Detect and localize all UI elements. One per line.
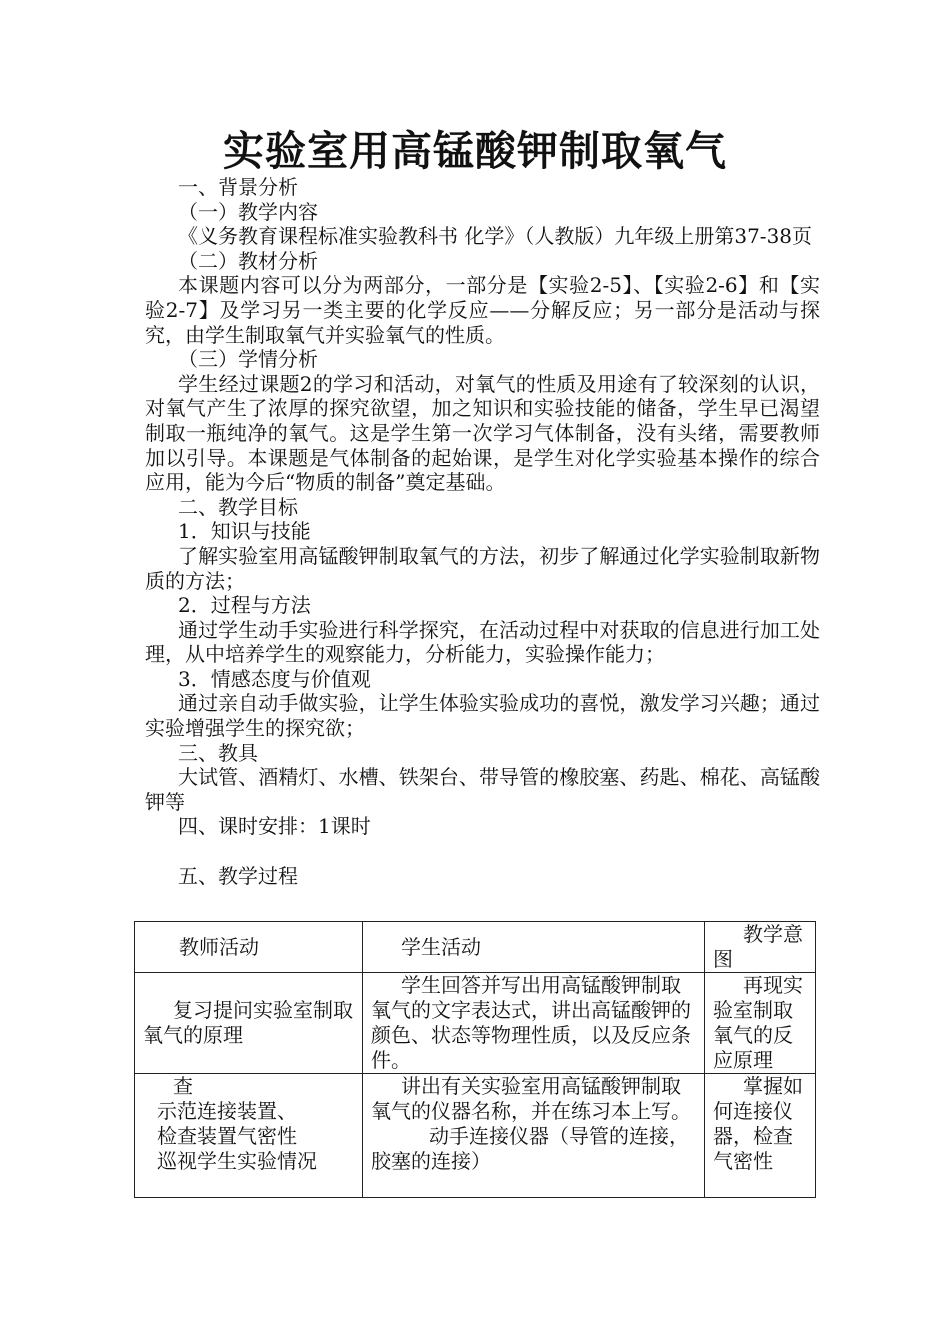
teaching-process-table (134, 921, 816, 1198)
subheading-material-analysis: （二）教材分析 (178, 248, 318, 273)
objective-heading-process: 2．过程与方法 (178, 593, 311, 618)
paragraph-material-analysis: 本课题内容可以分为两部分，一部分是【实验2-5】、【实验2-6】和【实验2-7】及学习另一类主要的化学反应——分解反应；另一部分是活动与探究，由学生制取氧气并实验氧气的性质。 (145, 273, 820, 347)
cell-intent-connect: 掌握如何连接仪器，检查气密性 (705, 1074, 816, 1198)
teacher-line: 巡视学生实验情况 (157, 1149, 317, 1173)
page-title: 实验室用高锰酸钾制取氧气 (223, 127, 727, 175)
paragraph-student-analysis: 学生经过课题2的学习和活动，对氧气的性质及用途有了较深刻的认识，对氧气产生了浓厚的探究欲望，加之知识和实验技能的储备，学生早已渴望制取一瓶纯净的氧气。这是学生第一次学习气体制备，没有头绪，需要教师加以引导。本课题是气体制备的起始课，是学生对化学实验基本操作的综合应用，能为今后“物质的制备”奠定基础。 (145, 371, 820, 495)
teacher-line: 检查装置气密性 (157, 1124, 297, 1148)
teacher-line: 示范连接装置、 (157, 1099, 297, 1123)
table-header-row (135, 922, 816, 973)
objective-text-process: 通过学生动手实验进行科学探究，在活动过程中对获取的信息进行加工处理，从中培养学生的观察能力，分析能力，实验操作能力； (145, 617, 820, 667)
paragraph-materials: 大试管、酒精灯、水槽、铁架台、带导管的橡胶塞、药匙、棉花、高锰酸钾等 (145, 765, 820, 814)
header-teaching-intent: 教学意图 (705, 922, 816, 973)
cell-intent-review: 再现实验室制取氧气的反应原理 (705, 973, 816, 1074)
section-heading-schedule: 四、课时安排：1课时 (178, 814, 371, 839)
section-heading-background: 一、背景分析 (178, 175, 298, 199)
teacher-line: 查 (173, 1074, 193, 1098)
objective-text-knowledge: 了解实验室用高锰酸钾制取氧气的方法，初步了解通过化学实验制取新物质的方法； (145, 543, 820, 593)
cell-teacher-demo (135, 1074, 363, 1198)
objective-heading-knowledge: 1．知识与技能 (178, 519, 311, 544)
table-row (135, 1074, 816, 1198)
paragraph-teaching-content: 《义务教育课程标准实验教科书 化学》（人教版）九年级上册第37-38页 (178, 224, 813, 249)
section-heading-process: 五、教学过程 (178, 863, 298, 888)
student-paragraph: 动手连接仪器（导管的连接，胶塞的连接） (371, 1124, 689, 1173)
student-paragraph: 讲出有关实验室用高锰酸钾制取氧气的仪器名称，并在练习本上写。 (371, 1074, 691, 1123)
subheading-teaching-content: （一）教学内容 (178, 199, 318, 224)
objective-heading-attitude: 3．情感态度与价值观 (178, 666, 371, 691)
blank-line (145, 839, 820, 864)
objective-text-attitude: 通过亲自动手做实验，让学生体验实验成功的喜悦，激发学习兴趣；通过实验增强学生的探究欲； (145, 691, 820, 741)
section-heading-objectives: 二、教学目标 (178, 494, 298, 519)
cell-student-connect (363, 1074, 705, 1198)
header-student-activity: 学生活动 (363, 922, 705, 973)
cell-student-answer: 学生回答并写出用高锰酸钾制取氧气的文字表达式，讲出高锰酸钾的颜色、状态等物理性质，以及反应条件。 (363, 973, 705, 1074)
table-row (135, 973, 816, 1074)
subheading-student-analysis: （三）学情分析 (178, 347, 318, 372)
document-body (145, 175, 820, 888)
cell-teacher-review: 复习提问实验室制取氧气的原理 (135, 973, 363, 1074)
section-heading-materials: 三、教具 (178, 740, 258, 765)
header-teacher-activity: 教师活动 (135, 922, 363, 973)
